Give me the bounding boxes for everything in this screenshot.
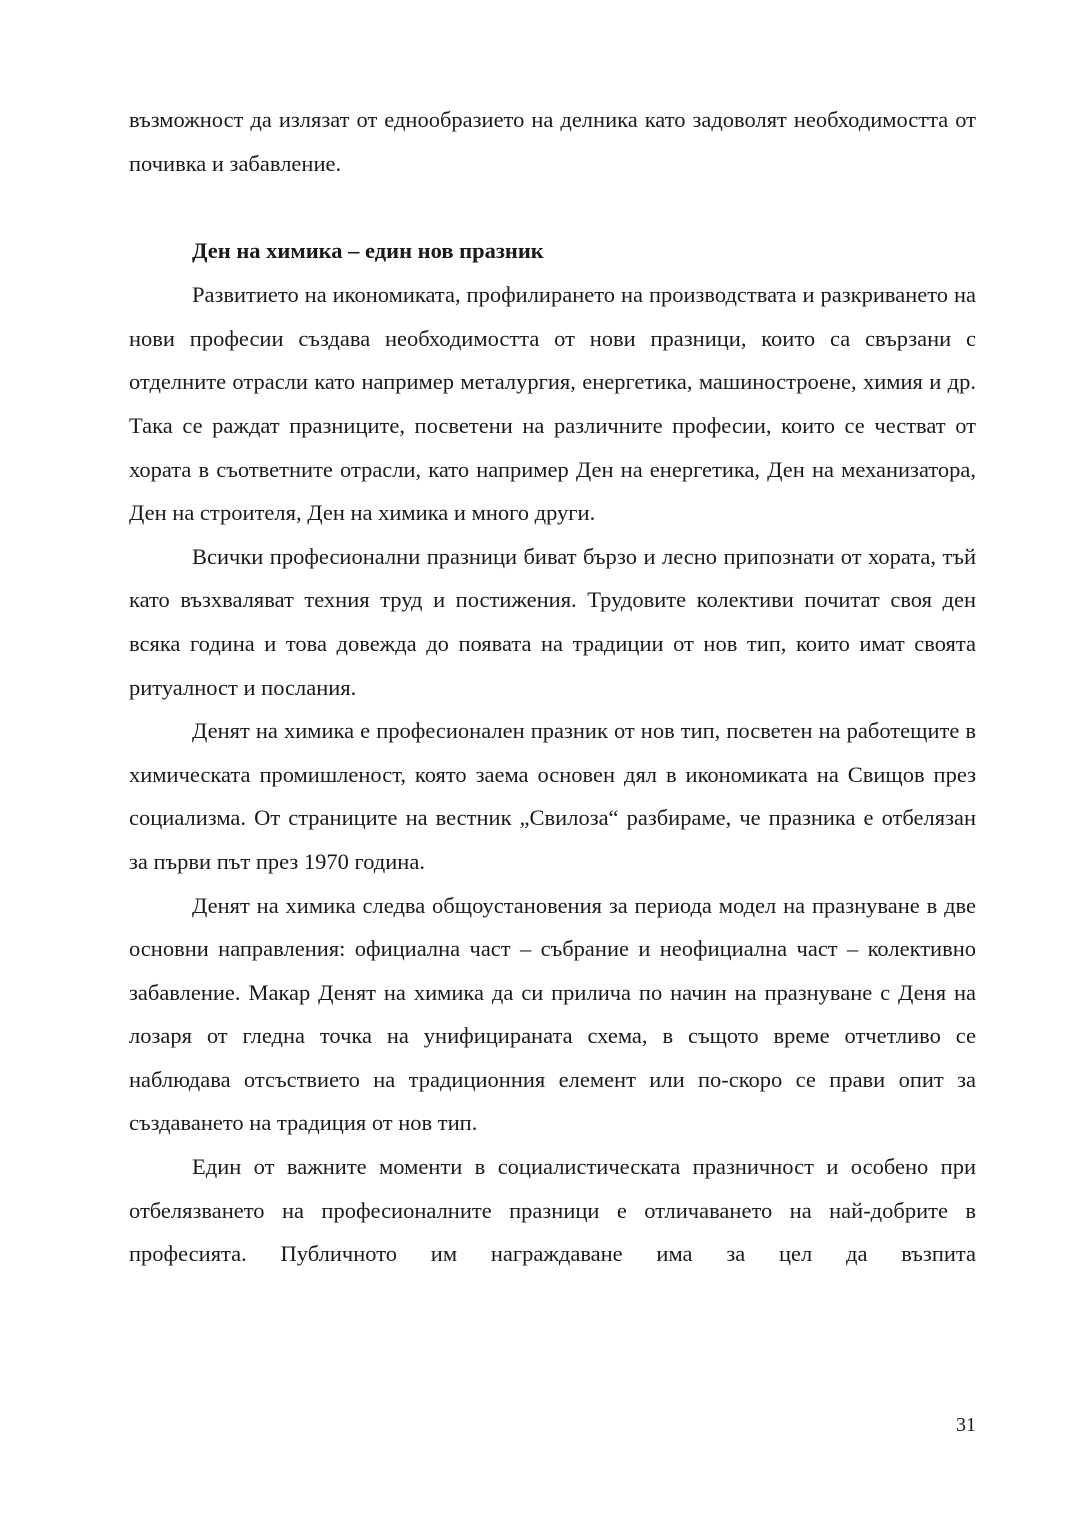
- section-heading: Ден на химика – един нов празник: [192, 238, 544, 264]
- paragraph-professions: Развитието на икономиката, профилирането на производствата и разкриването на нови професии създава необходимостта от нови празници, които са свързани с отделните отрасли като например металургия, енергетика, машиностроене, химия и др. Така се раждат празниците, посветени на различните професии, които се честват от хората в съответните отрасли, като например Ден на енергетика, Ден на механизатора, Ден на строителя, Ден на химика и много други.: [129, 282, 976, 526]
- paragraph-chemist-day: Денят на химика е професионален празник от нов тип, посветен на работещите в химическата промишленост, която заема основен дял в икономиката на Свищов през социализма. От страниците на вестник „Свилоза“ разбираме, че празника е отбелязан за първи път през 1970 година.: [129, 718, 976, 874]
- paragraph-celebration-model: Денят на химика следва общоустановения за периода модел на празнуване в две основни направления: официална част – събрание и неофициална част – колективно забавление. Макар Денят на химика да си прилича по начин на празнуване с Деня на лозаря от гледна точка на унифицираната схема, в същото време отчетливо се наблюдава отсъствието на традиционния елемент или по-скоро се прави опит за създаването на традиция от нов тип.: [129, 892, 976, 1136]
- document-page: [129, 98, 976, 1276]
- paragraph-awards: Един от важните моменти в социалистическата празничност и особено при отбелязването на професионалните празници е отличаването на най-добрите в професията. Публичното им награждаване има за цел да възпита: [129, 1154, 976, 1267]
- paragraph-professional-holidays: Всички професионални празници биват бързо и лесно припознати от хората, тъй като възхваляват техния труд и постижения. Трудовите колективи почитат своя ден всяка година и това довежда до появата на традиции от нов тип, които имат своята ритуалност и послания.: [129, 543, 976, 700]
- page-number: 31: [956, 1414, 976, 1436]
- paragraph-intro-continuation: възможност да излязат от еднообразието на делника като задоволят необходимостта от почивка и забавление.: [129, 107, 976, 176]
- section-spacer: [129, 185, 976, 229]
